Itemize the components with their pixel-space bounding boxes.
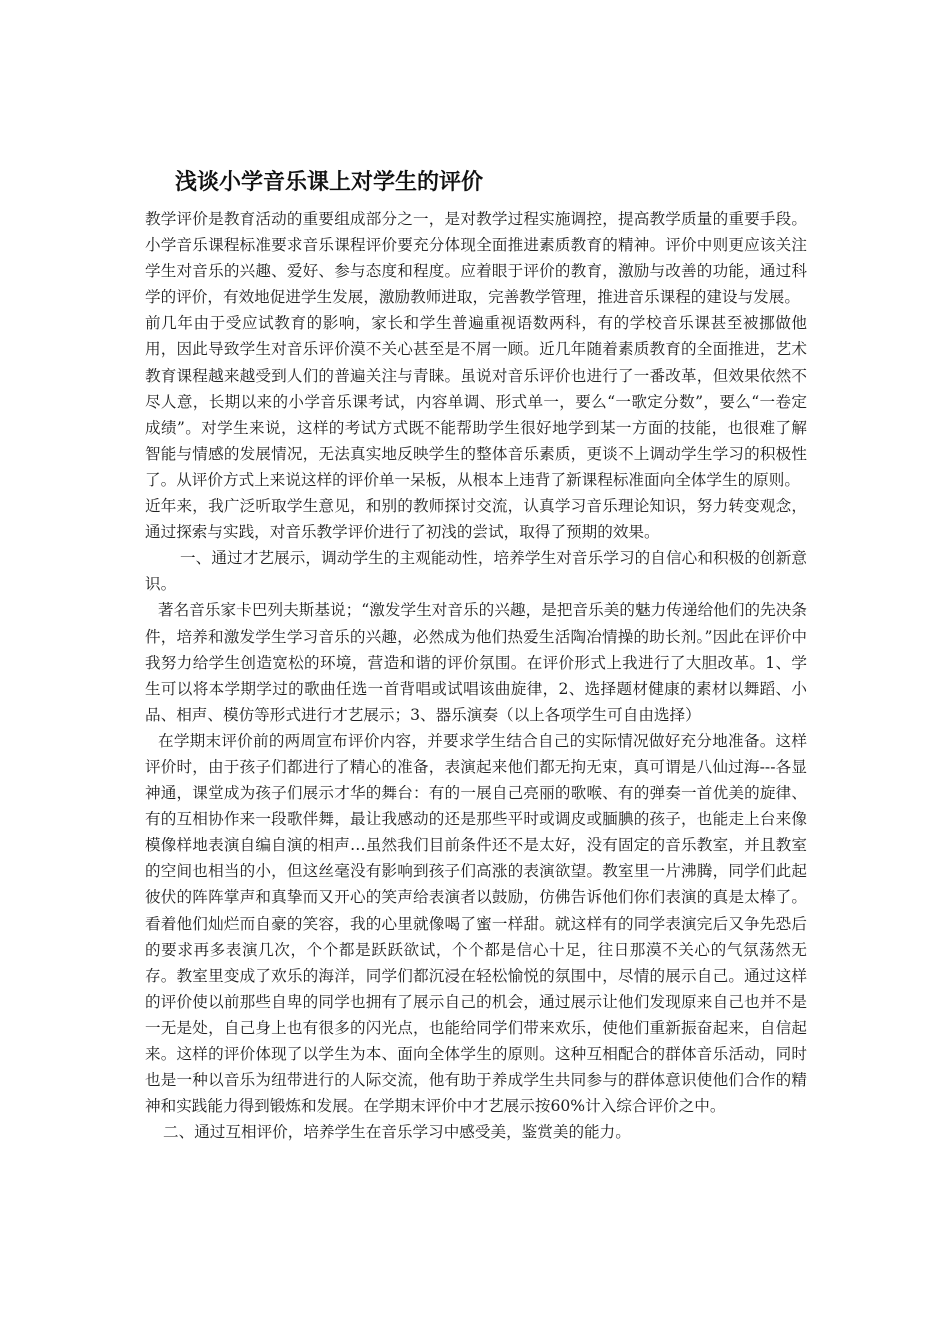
section-heading-two: 二、通过互相评价，培养学生在音乐学习中感受美，鉴赏美的能力。 [163,1123,631,1142]
paragraph-quote: 著名音乐家卡巴列夫斯基说；“激发学生对音乐的兴趣，是把音乐美的魅力传递给他们的先决条件，培养和激发学生学习音乐的兴趣，必然成为他们热爱生活陶冶情操的助长剂。”因此在评价中我努力给学生创造宽松的环境，营造和谐的评价氛围。在评价形式上我进行了大胆改革。1、学生可以将本学期学过的歌曲任选一首背唱或试唱该曲旋律，2、选择题材健康的素材以舞蹈、小品、相声、模仿等形式进行才艺展示；3、器乐演奏（以上各项学生可自由选择） [145,601,807,724]
paragraph-intro: 教学评价是教育活动的重要组成部分之一，是对教学过程实施调控，提高教学质量的重要手段。小学音乐课程标准要求音乐课程评价要充分体现全面推进素质教育的精神。评价中则更应该关注学生对音乐的兴趣、爱好、参与态度和程度。应着眼于评价的教育，激励与改善的功能，通过科学的评价，有效地促进学生发展，激励教师进取，完善教学管理，推进音乐课程的建设与发展。 [145,210,807,307]
document-body [145,206,807,1145]
section-heading-one: 一、通过才艺展示，调动学生的主观能动性，培养学生对音乐学习的自信心和积极的创新意识。 [145,549,807,594]
paragraph-background: 前几年由于受应试教育的影响，家长和学生普遍重视语数两科，有的学校音乐课甚至被挪做他用，因此导致学生对音乐评价漠不关心甚至是不屑一顾。近几年随着素质教育的全面推进，艺术教育课程越来越受到人们的普遍关注与青睐。虽说对音乐评价也进行了一番改革，但效果依然不尽人意，长期以来的小学音乐课考试，内容单调、形式单一，要么“一歌定分数”，要么“一卷定成绩”。对学生来说，这样的考试方式既不能帮助学生很好地学到某一方面的技能，也很难了解智能与情感的发展情况，无法真实地反映学生的整体音乐素质，更谈不上调动学生学习的积极性了。从评价方式上来说这样的评价单一呆板，从根本上违背了新课程标准面向全体学生的原则。 [145,314,807,489]
paragraph-recent-practice: 近年来，我广泛听取学生意见，和别的教师探讨交流，认真学习音乐理论知识，努力转变观念，通过探索与实践，对音乐教学评价进行了初浅的尝试，取得了预期的效果。 [145,497,807,542]
paragraph-performance: 在学期末评价前的两周宣布评价内容，并要求学生结合自己的实际情况做好充分地准备。这样评价时，由于孩子们都进行了精心的准备，表演起来他们都无拘无束，真可谓是八仙过海---各显神通，课堂成为孩子们展示才华的舞台：有的一展自己亮丽的歌喉、有的弹奏一首优美的旋律、有的互相协作来一段歌伴舞，最让我感动的还是那些平时或调皮或腼腆的孩子，也能走上台来像模像样地表演自编自演的相声…虽然我们目前条件还不是太好，没有固定的音乐教室，并且教室的空间也相当的小，但这丝毫没有影响到孩子们高涨的表演欲望。教室里一片沸腾，同学们此起彼伏的阵阵掌声和真挚而又开心的笑声给表演者以鼓励，仿佛告诉他们你们表演的真是太棒了。看着他们灿烂而自豪的笑容，我的心里就像喝了蜜一样甜。就这样有的同学表演完后又争先恐后的要求再多表演几次，个个都是跃跃欲试，个个都是信心十足，往日那漠不关心的气氛荡然无存。教室里变成了欢乐的海洋，同学们都沉浸在轻松愉悦的氛围中，尽情的展示自己。通过这样的评价使以前那些自卑的同学也拥有了展示自己的机会，通过展示让他们发现原来自己也并不是一无是处，自己身上也有很多的闪光点，也能给同学们带来欢乐，使他们重新振奋起来，自信起来。这样的评价体现了以学生为本、面向全体学生的原则。这种互相配合的群体音乐活动，同时也是一种以音乐为纽带进行的人际交流，他有助于养成学生共同参与的群体意识使他们合作的精神和实践能力得到锻炼和发展。在学期末评价中才艺展示按60%计入综合评价之中。 [145,731,807,1116]
document-title: 浅谈小学音乐课上对学生的评价 [175,170,484,195]
